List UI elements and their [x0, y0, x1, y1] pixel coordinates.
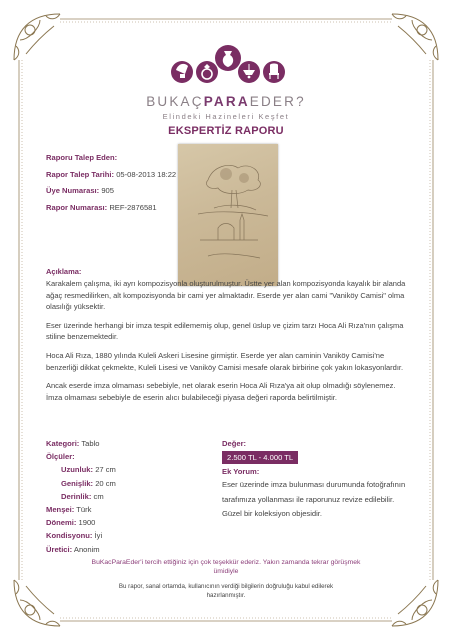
period-row — [46, 516, 116, 529]
condition-label: Kondisyonu: — [46, 531, 93, 541]
brand-name-prefix: BUKAÇ — [146, 94, 204, 109]
depth-row — [46, 490, 116, 503]
price-range-badge: 2.500 TL - 4.000 TL — [222, 451, 298, 464]
origin-row — [46, 503, 116, 516]
request-date-value: 05-08-2013 18:22 — [116, 169, 177, 179]
value-label: Değer: — [222, 439, 247, 448]
description-section — [46, 266, 406, 410]
report-meta — [46, 150, 176, 216]
description-paragraph-4: Ancak eserde imza olmaması sebebiyle, net olarak eserin Hoca Ali Rıza'ya ait olup olmadığı söylenemez. İmza olmaması sebebiyle de eserin alıcı bulabileceği piyasa değeri raporda belirtilmiştir. — [46, 380, 396, 402]
report-number-value: REF-2876581 — [109, 202, 157, 212]
disclaimer-text: Bu rapor, sanal ortamda, kullanıcının verdiği bilgilerin doğruluğu kabul edilerek hazırlanmıştır. — [118, 583, 334, 599]
details-column — [46, 437, 116, 556]
length-value: 27 cm — [95, 465, 116, 475]
request-date-row — [46, 167, 176, 184]
thanks-message: BuKacParaEder'i tercih ettiğiniz için çok teşekkür ederiz. Yakın zamanda tekrar görüşmek ümidiyle — [91, 559, 361, 575]
ring-icon — [196, 61, 218, 83]
comment-label: Ek Yorum: — [222, 467, 260, 477]
condition-row — [46, 529, 116, 542]
brand-name-bold: PARA — [203, 94, 250, 109]
origin-value: Türk — [76, 505, 92, 515]
member-number-value: 905 — [101, 186, 114, 195]
brand-logo-icons — [168, 44, 288, 88]
maker-row — [46, 543, 116, 556]
origin-label: Menşei: — [46, 505, 75, 515]
member-number-label: Üye Numarası: — [46, 186, 100, 195]
dimensions-label: Ölçüler: — [46, 452, 75, 462]
description-paragraph-1: Karakalem çalışma, iki ayrı kompozisyonla oluşturulmuştur. Üstte yer alan kompozisyonda kayalık bir alanda ağaç resmedilirken, alt kompozisyonda bir cami yer almaktadır. Eserde yer alan cami "Vaniköy Camisi" olma olasılığı yüksektir. — [46, 278, 406, 312]
maker-value: Anonim — [73, 544, 100, 554]
width-label: Genişlik: — [61, 478, 94, 488]
member-number-row — [46, 183, 176, 200]
depth-value: cm — [93, 491, 104, 501]
depth-label: Derinlik: — [61, 491, 92, 501]
width-value: 20 cm — [95, 478, 116, 488]
width-row — [46, 477, 116, 490]
maker-label: Üretici: — [46, 544, 73, 554]
artwork-photo — [178, 144, 278, 286]
period-value: 1900 — [78, 518, 96, 528]
brand-name — [0, 94, 452, 109]
requester-label: Raporu Talep Eden: — [46, 153, 118, 162]
chair-icon — [263, 61, 285, 83]
vase-icon — [215, 45, 241, 71]
report-title: EKSPERTİZ RAPORU — [168, 125, 284, 137]
comment-text: Eser üzerinde imza bulunması durumunda fotoğrafının tarafımıza yollanması ile raporunuz revize edilebilir. Güzel bir koleksiyon objesidir. — [222, 480, 406, 518]
corner-flourish-bottom-left — [14, 580, 60, 626]
description-paragraph-2: Eser üzerinde herhangi bir imza tespit edilememiş olup, genel üslup ve çizim tarzı Hoca Ali Rıza'nın çalışma stiline benzemektedir. — [46, 320, 404, 342]
dimensions-row — [46, 450, 116, 463]
requester-row — [46, 150, 176, 167]
corner-flourish-bottom-right — [392, 580, 438, 626]
brand-tagline: Elindeki Hazineleri Keşfet — [162, 112, 290, 121]
corner-flourish-top-right — [392, 14, 438, 60]
valuation-column — [222, 437, 412, 521]
description-paragraph-3: Hoca Ali Rıza, 1880 yılında Kuleli Askeri Lisesine girmiştir. Eserde yer alan caminin Vaniköy Camisi'ne benzerliği dikkat çekmekte, Kuleli Lisesi ve Vaniköy Camisi mesafe olarak birbirine çok yakın lokasyonlardır. — [46, 350, 404, 372]
gramophone-icon — [171, 61, 193, 83]
category-row — [46, 437, 116, 450]
category-value: Tablo — [81, 439, 100, 448]
period-label: Dönemi: — [46, 518, 77, 528]
report-number-row — [46, 200, 176, 217]
chandelier-icon — [238, 61, 260, 83]
report-number-label: Rapor Numarası: — [46, 202, 108, 212]
length-label: Uzunluk: — [61, 465, 94, 475]
corner-flourish-top-left — [14, 14, 60, 60]
condition-value: İyi — [94, 531, 103, 541]
brand-name-suffix: EDER? — [249, 94, 306, 109]
category-label: Kategori: — [46, 439, 80, 448]
request-date-label: Rapor Talep Tarihi: — [46, 169, 115, 179]
description-heading: Açıklama: — [46, 267, 82, 276]
length-row — [46, 463, 116, 476]
